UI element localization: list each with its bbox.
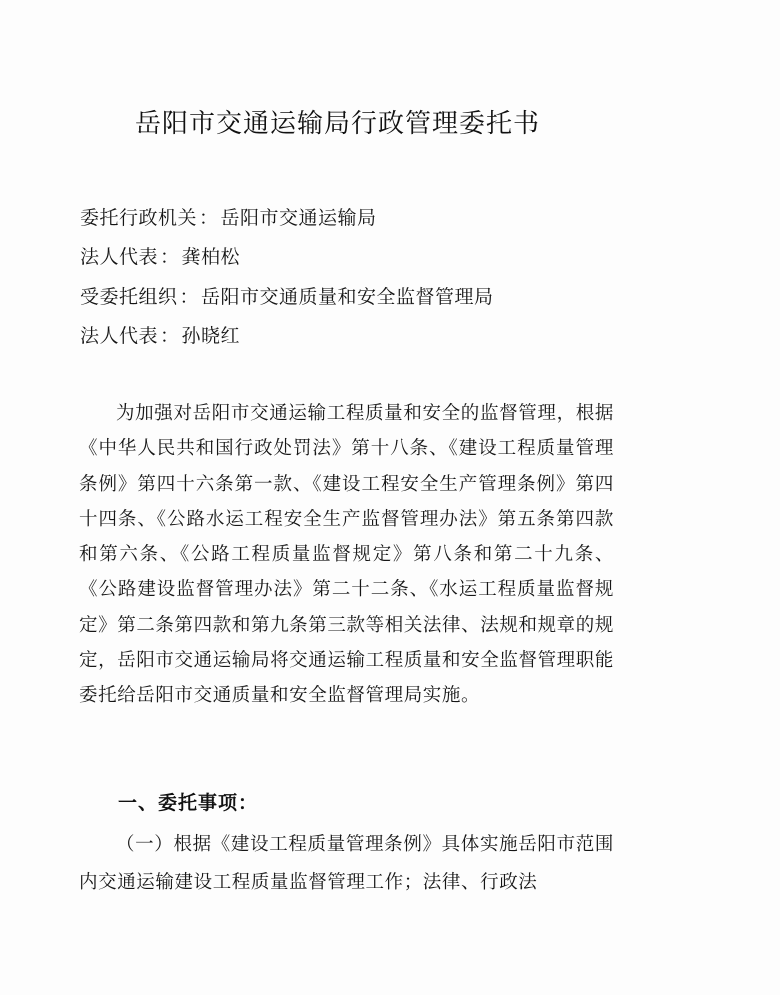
colon: ： <box>179 286 200 308</box>
colon: ： <box>199 207 219 229</box>
legal-representative-line-2 <box>80 321 240 348</box>
body-paragraph: 为加强对岳阳市交通运输工程质量和安全的监督管理，根据《中华人民共和国行政处罚法》第十八条、《建设工程质量管理条例》第四十六条第一款、《建设工程安全生产管理条例》第四十四条、《公路水运工程安全生产监督管理办法》第五条第四款和第六条、《公路工程质量监督规定》第八条和第二十九条、《公路建设监督管理办法》第二十二条、《水运工程质量监督规定》第二条第四款和第九条第三款等相关法律、法规和规章的规定，岳阳市交通运输局将交通运输工程质量和安全监督管理职能委托给岳阳市交通质量和安全监督管理局实施。 <box>79 403 614 707</box>
colon: ： <box>160 246 180 268</box>
legal-representative-label: 法人代表 <box>80 246 159 268</box>
entrusted-organization-value: 岳阳市交通质量和安全监督管理局 <box>201 286 494 308</box>
legal-representative-value: 孙晓红 <box>181 325 241 347</box>
document-title: 岳阳市交通运输局行政管理委托书 <box>135 109 541 139</box>
section-heading: 一、委托事项： <box>118 792 259 814</box>
entrusting-authority-value: 岳阳市交通运输局 <box>220 207 377 229</box>
legal-representative-value: 龚柏松 <box>181 246 241 268</box>
entrusted-organization-label: 受委托组织 <box>80 286 178 308</box>
legal-representative-line-1 <box>80 242 240 269</box>
entrusted-organization-line <box>80 282 494 309</box>
item-paragraph: （一）根据《建设工程质量管理条例》具体实施岳阳市范围内交通运输建设工程质量监督管理工作；法律、行政法 <box>79 834 614 893</box>
legal-representative-label: 法人代表 <box>80 325 159 347</box>
entrusting-authority-line <box>80 203 377 230</box>
entrusting-authority-label: 委托行政机关 <box>80 207 198 229</box>
colon: ： <box>160 325 180 347</box>
